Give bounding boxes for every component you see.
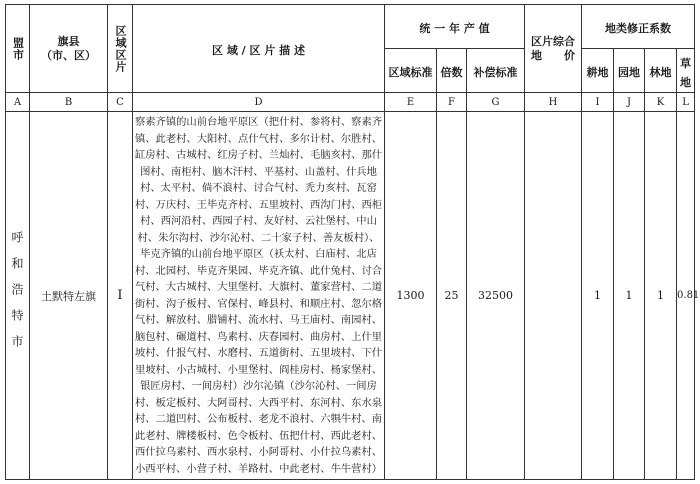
header-land-factor: 地类修正系数 (582, 5, 695, 49)
league-city-cell: 呼和浩特市 (6, 112, 30, 480)
column-letter: K (645, 93, 677, 112)
land-compensation-table (5, 4, 700, 480)
column-letter: G (467, 93, 525, 112)
column-letter: I (582, 93, 614, 112)
cultivated-cell: 1 (582, 112, 614, 480)
zone-price-cell (525, 112, 582, 480)
county-cell: 土默特左旗 (30, 112, 108, 480)
garden-cell: 1 (614, 112, 645, 480)
forest-cell: 1 (645, 112, 677, 480)
multiple-cell: 25 (437, 112, 467, 480)
header-grass: 草地 (677, 49, 695, 93)
column-letter: E (385, 93, 437, 112)
compensation-cell: 32500 (467, 112, 525, 480)
header-league-city: 盟市 (6, 5, 30, 93)
header-description: 区 域 / 区 片 描 述 (133, 5, 385, 93)
zone-cell: Ⅰ (108, 112, 133, 480)
table-row (6, 112, 695, 480)
column-letter: C (108, 93, 133, 112)
column-letter: J (614, 93, 645, 112)
grass-cell: 0.81 (677, 112, 695, 480)
header-zone-price: 区片综合 地 价 (525, 5, 582, 93)
header-garden: 园地 (614, 49, 645, 93)
header-multiple: 倍数 (437, 49, 467, 93)
column-letter: L (677, 93, 695, 112)
header-cultivated: 耕地 (582, 49, 614, 93)
header-compensation: 补偿标准 (467, 49, 525, 93)
column-letter: A (6, 93, 30, 112)
header-zone-standard: 区域标准 (385, 49, 437, 93)
header-zone-piece: 区域区片 (108, 5, 133, 93)
zone-standard-cell: 1300 (385, 112, 437, 480)
column-letter: F (437, 93, 467, 112)
column-letter: H (525, 93, 582, 112)
header-unified-value: 统 一 年 产 值 (385, 5, 525, 49)
header-forest: 林地 (645, 49, 677, 93)
column-letter-row (6, 93, 695, 112)
header-county: 旗县 （市、区） (30, 5, 108, 93)
column-letter: D (133, 93, 385, 112)
description-cell: 察素齐镇的山前台地平原区（把什村、参将村、察素齐镇、此老村、大阳村、点什气村、多尔计村、尔胜村、缸房村、古城村、红房子村、兰灿村、毛脑亥村、那什图村、南柜村、脑木汗村、平基村、山盖村、什兵地村、太平村、倘不浪村、讨合气村、秃力亥村、瓦窑村、万庆村、王毕克齐村、五里坡村、西沟门村、西柜村、西河沿村、西园子村、友好村、云社堡村、中山村、朱尔沟村、沙尔沁村、二十家子村、善友板村）、毕克齐镇的山前台地平原区（袄太村、白庙村、北店村、北园村、毕克齐果园、毕克齐镇、此什兔村、讨合气村、大古城村、大里堡村、大旗村、董家营村、二道街村、沟子板村、官保村、峰县村、和顺庄村、忽尔格气村、解放村、腊铺村、流水村、马王庙村、南园村、脑包村、碾道村、鸟素村、庆春园村、曲房村、上什里坡村、什报气村、水磨村、五道街村、五里坡村、下什里坡村、小古城村、小里堡村、阎桂房村、杨家堡村、银匠房村、一间房村）沙尔沁镇（沙尔沁村、一间房村、板定板村、大阿哥村、大西平村、东河村、东水泉村、二道凹村、公布板村、老龙不浪村、六犋牛村、南此老村、牌楼板村、色令板村、伍把什村、西此老村、西什拉乌素村、西水泉村、小阿哥村、小什拉乌素村、小西平村、小营子村、羊路村、中此老村、牛牛营村） (133, 112, 385, 480)
column-letter: B (30, 93, 108, 112)
